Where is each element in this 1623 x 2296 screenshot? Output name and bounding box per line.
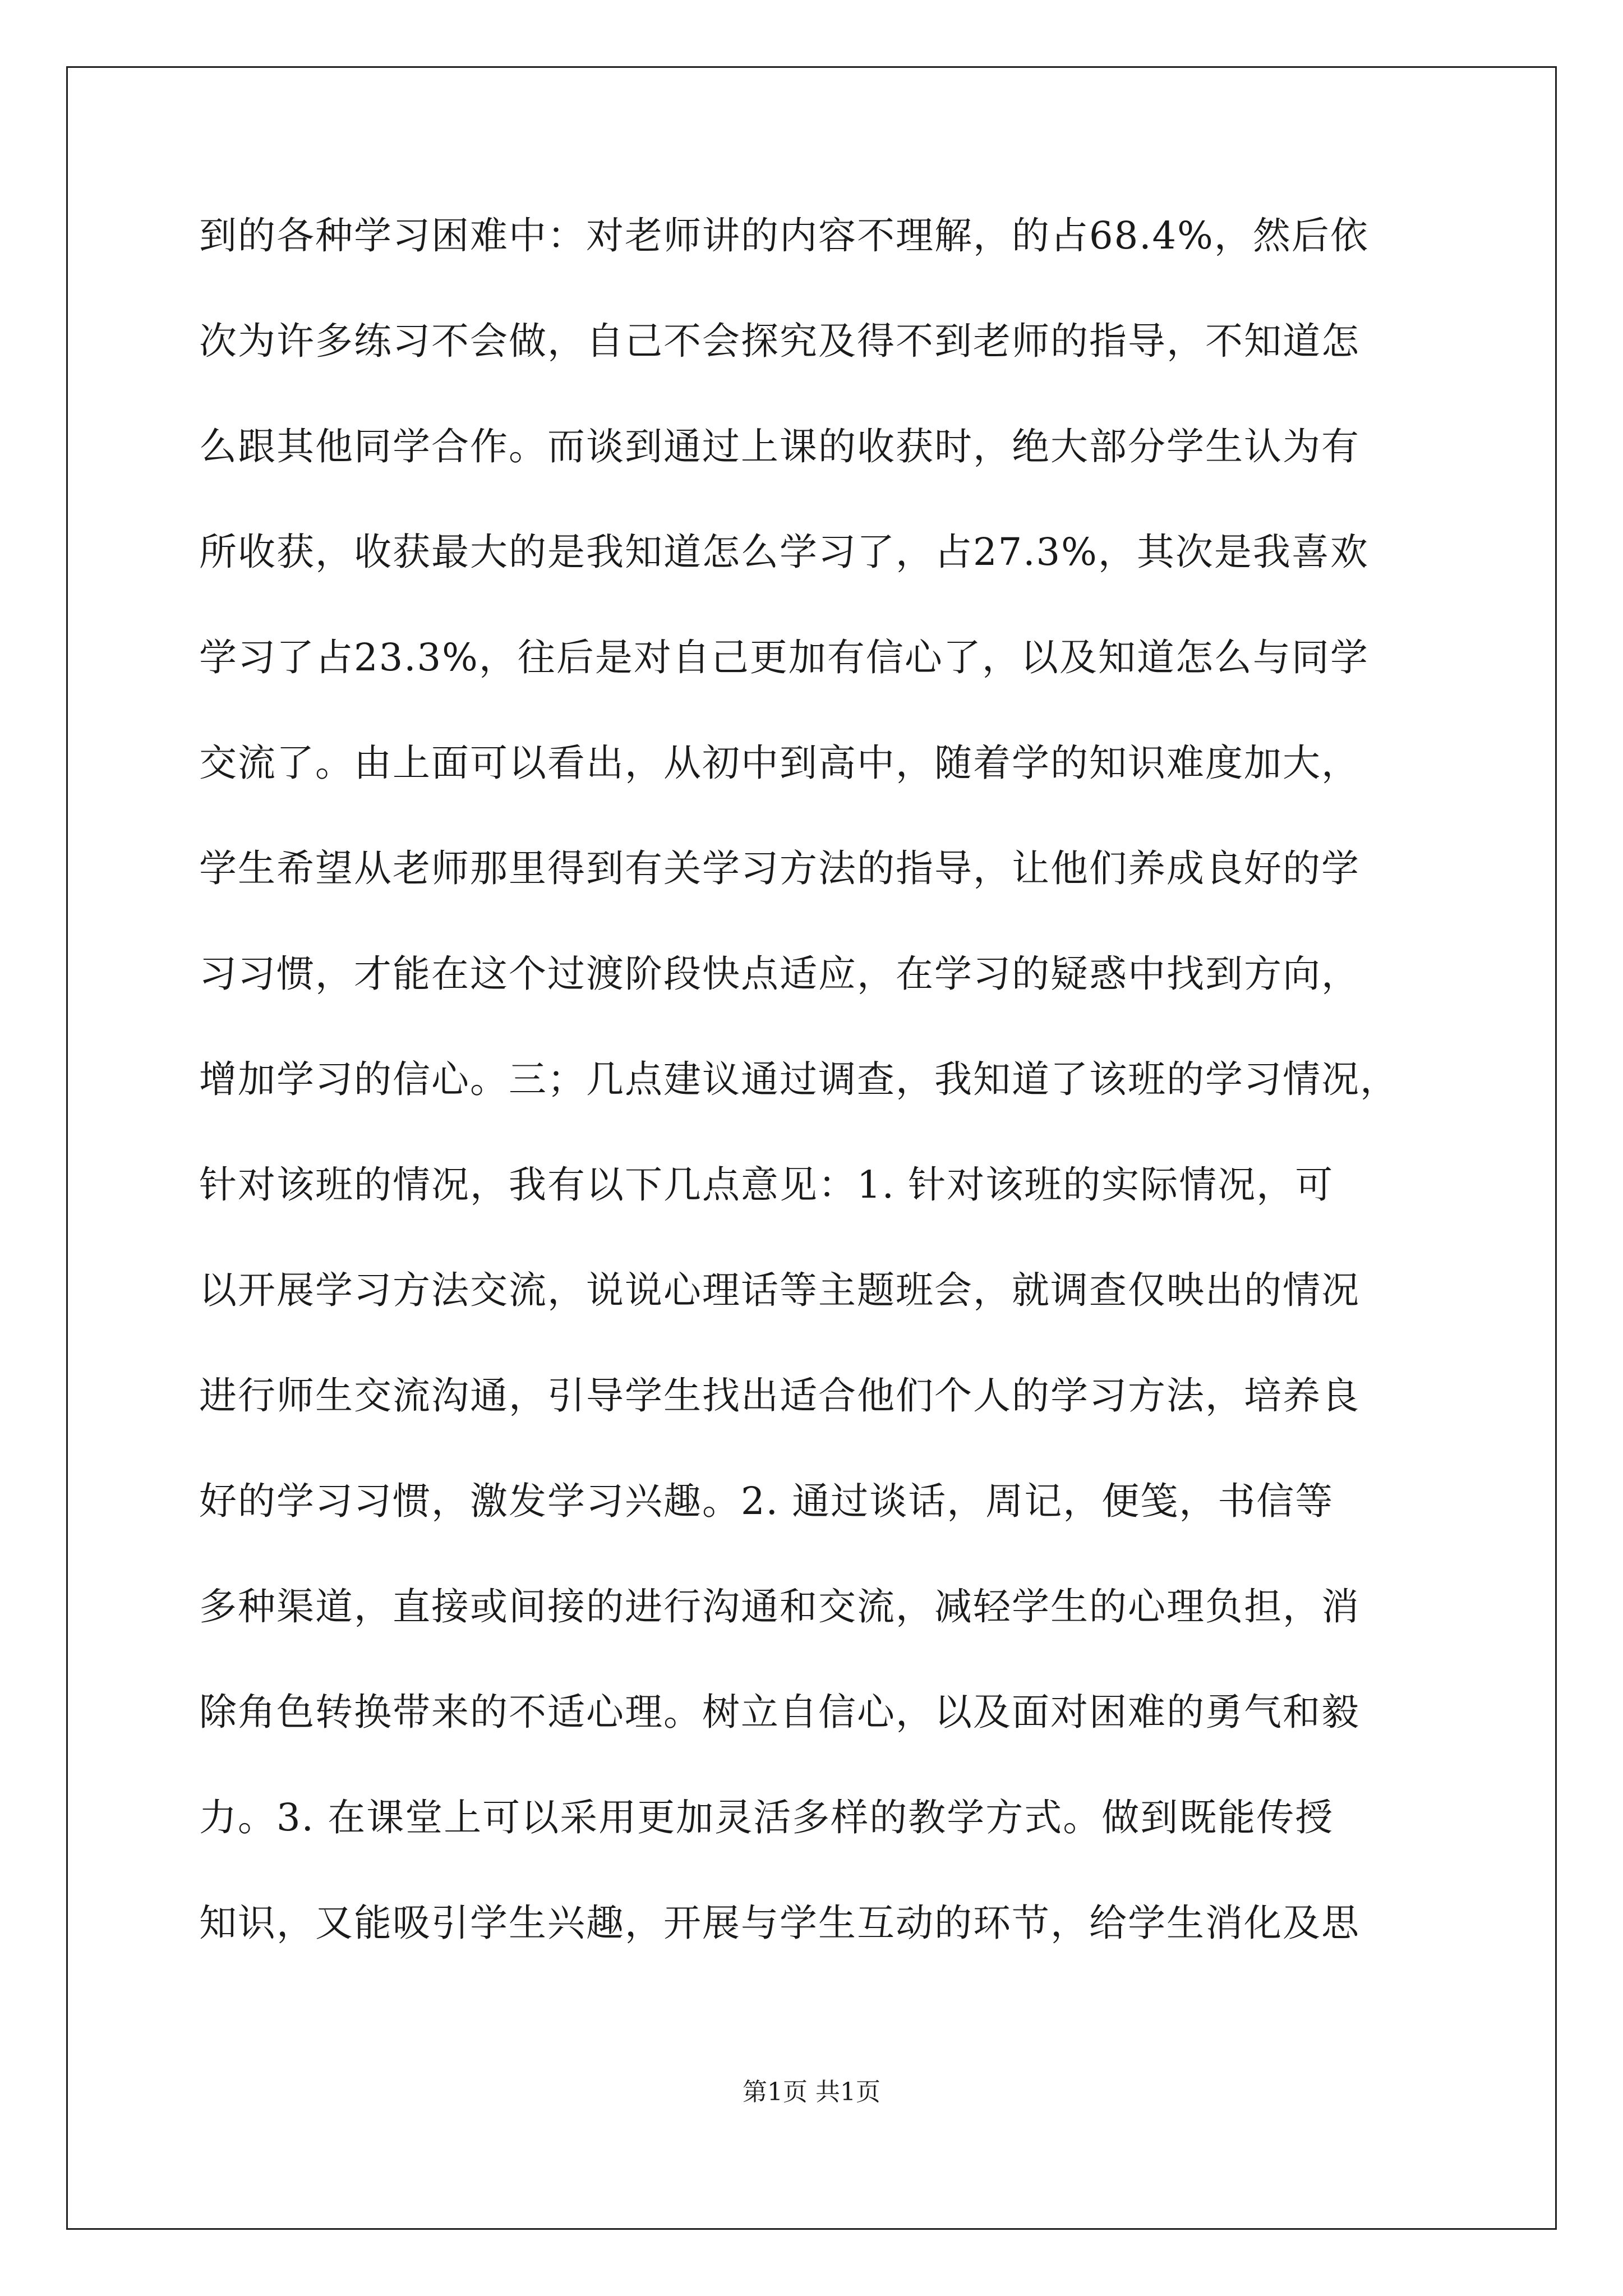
document-body [199, 208, 1433, 2000]
text-line: 除角色转换带来的不适心理。树立自信心，以及面对困难的勇气和毅 [199, 1690, 1360, 1734]
text-line: 知识，又能吸引学生兴趣，开展与学生互动的环节，给学生消化及思 [199, 1901, 1360, 1945]
text-line: 增加学习的信心。三；几点建议通过调查，我知道了该班的学习情况， [199, 1057, 1399, 1101]
text-line: 力。3. 在课堂上可以采用更加灵活多样的教学方式。做到既能传授 [199, 1796, 1334, 1839]
text-line: 以开展学习方法交流，说说心理话等主题班会，就调查仅映出的情况 [199, 1268, 1360, 1312]
text-line: 针对该班的情况，我有以下几点意见：1. 针对该班的实际情况，可 [199, 1163, 1334, 1207]
text-line: 习习惯，才能在这个过渡阶段快点适应，在学习的疑惑中找到方向， [199, 952, 1360, 996]
text-line: 好的学习习惯，激发学习兴趣。2. 通过谈话，周记，便笺，书信等 [199, 1479, 1334, 1523]
text-line: 学习了占23.3%，往后是对自己更加有信心了，以及知道怎么与同学 [199, 636, 1369, 679]
text-line: 么跟其他同学合作。而谈到通过上课的收获时，绝大部分学生认为有 [199, 425, 1360, 468]
text-line: 交流了。由上面可以看出，从初中到高中，随着学的知识难度加大， [199, 741, 1360, 785]
text-line: 多种渠道，直接或间接的进行沟通和交流，减轻学生的心理负担，消 [199, 1585, 1360, 1628]
page-number-footer: 第1页 共1页 [743, 2078, 880, 2106]
text-line: 学生希望从老师那里得到有关学习方法的指导，让他们养成良好的学 [199, 846, 1360, 890]
text-line: 次为许多练习不会做，自己不会探究及得不到老师的指导，不知道怎 [199, 319, 1360, 363]
text-line: 到的各种学习困难中：对老师讲的内容不理解，的占68.4%，然后依 [199, 214, 1369, 257]
text-line: 所收获，收获最大的是我知道怎么学习了，占27.3%，其次是我喜欢 [199, 530, 1369, 574]
text-line: 进行师生交流沟通，引导学生找出适合他们个人的学习方法，培养良 [199, 1374, 1360, 1418]
